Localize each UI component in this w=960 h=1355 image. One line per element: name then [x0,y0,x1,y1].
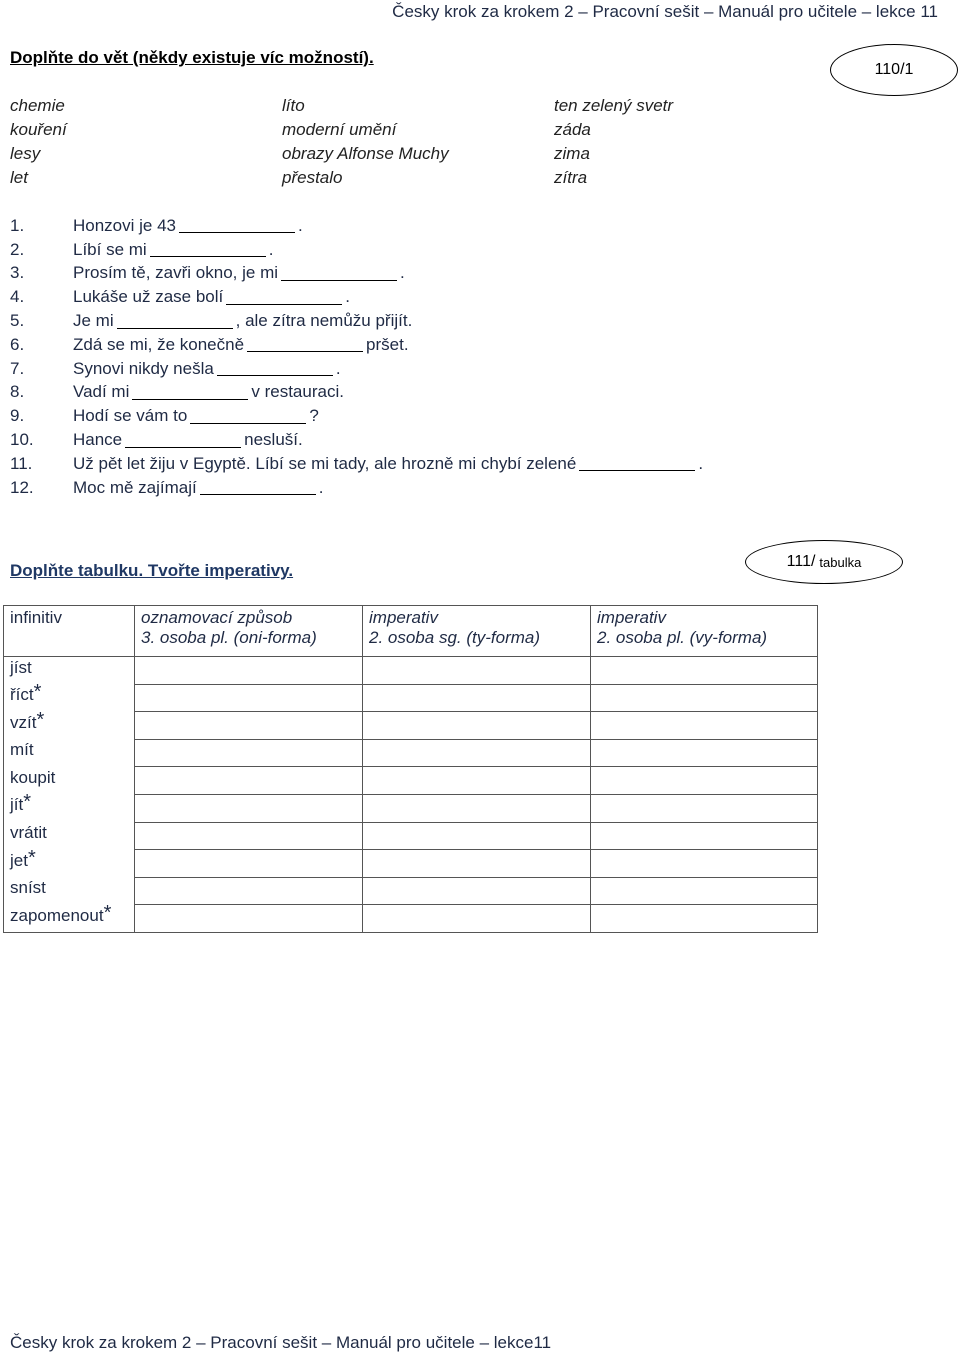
sentence-text-before: Synovi nikdy nešla [73,358,214,378]
sentence-text-after: . [345,287,350,307]
answer-blank[interactable] [179,218,295,233]
sentence-item [10,381,703,405]
sentence-text-after: pršet. [366,334,409,354]
answer-blank[interactable] [217,361,333,376]
answer-cell-imperative-sg[interactable] [363,712,591,740]
answer-cell-indicative[interactable] [135,712,363,740]
sentence-text-after: . [335,358,341,378]
sentence-text-after: nesluší. [244,430,303,450]
sentence-number: 1. [10,215,25,235]
answer-cell-indicative[interactable] [135,684,363,712]
infinitive-cell [4,901,135,933]
irregular-star: * [23,791,32,814]
infinitive-cell [4,846,135,878]
word-bank-item: přestalo [282,168,343,187]
infinitive-verb: jít [10,795,24,815]
sentence-text-after: , ale zítra nemůžu přijít. [235,311,413,331]
sentence-text-after: v restauraci. [251,382,344,402]
infinitive-verb: mít [10,740,34,760]
answer-cell-indicative[interactable] [135,850,363,878]
sentence-text-before: Líbí se mi [73,239,147,259]
column-header-label: oznamovací způsob [141,608,293,627]
exercise-2-title: Doplňte tabulku. Tvořte imperativy. [10,561,294,580]
answer-cell-indicative[interactable] [135,739,363,767]
sentence-item [10,262,703,286]
sentence-text-before: Zdá se mi, že konečně [73,334,245,354]
infinitive-cell [4,791,135,822]
column-header-label: imperativ [597,608,666,627]
sentence-text-before: Hance [73,430,123,450]
sentence-number: 3. [10,263,25,283]
answer-cell-imperative-sg[interactable] [363,905,591,933]
irregular-star: * [103,901,112,924]
answer-blank[interactable] [226,290,342,305]
sentence-number: 2. [10,239,25,259]
answer-blank[interactable] [200,480,316,495]
sentence-text-before: Honzovi je 43 [73,215,177,235]
infinitive-cell [4,767,135,795]
word-bank-item: moderní umění [282,120,397,139]
exercise-2-badge [745,540,903,584]
answer-cell-imperative-sg[interactable] [363,767,591,795]
word-bank-item: líto [282,96,305,115]
sentence-item [10,333,703,357]
answer-cell-imperative-sg[interactable] [363,794,591,822]
answer-cell-imperative-pl[interactable] [591,712,818,740]
answer-cell-imperative-pl[interactable] [591,822,818,850]
infinitive-verb: vrátit [10,823,47,843]
sentence-text-after: . [268,239,274,259]
table-row [4,794,818,822]
sentence-item [10,357,703,381]
word-bank-item: lesy [10,144,41,163]
sentence-text-after: ? [309,406,319,426]
sentence-number: 7. [10,358,25,378]
sentence-number: 9. [10,406,25,426]
answer-cell-imperative-sg[interactable] [363,822,591,850]
sentence-text-after: . [318,477,324,497]
word-bank-item: chemie [10,96,65,115]
sentence-text-after: . [698,453,704,473]
word-bank-item: ten zelený svetr [554,96,674,115]
table-row [4,850,818,878]
column-header-sublabel: 3. osoba pl. (oni-forma) [141,628,317,647]
infinitive-verb: koupit [10,767,56,787]
infinitive-verb: říct [10,685,34,705]
exercise-1-title: Doplňte do vět (někdy existuje víc možností). [10,48,374,67]
answer-cell-imperative-pl[interactable] [591,739,818,767]
answer-cell-imperative-sg[interactable] [363,739,591,767]
word-bank-item: kouření [10,120,67,139]
answer-cell-indicative[interactable] [135,905,363,933]
sentence-number: 5. [10,311,25,331]
infinitive-cell [4,877,135,905]
sentence-item [10,309,703,333]
sentence-text-before: Lukáše už zase bolí [73,287,224,307]
answer-cell-imperative-sg[interactable] [363,877,591,905]
column-header-indicative [135,606,363,657]
imperative-table [3,605,818,933]
column-header-imperative-pl [591,606,818,657]
table-row [4,822,818,850]
answer-cell-imperative-pl[interactable] [591,850,818,878]
answer-cell-indicative[interactable] [135,877,363,905]
exercise-2-badge-label: 111/ [786,553,816,570]
answer-blank[interactable] [117,314,233,329]
column-header-label: imperativ [369,608,438,627]
answer-cell-indicative[interactable] [135,794,363,822]
answer-cell-indicative[interactable] [135,767,363,795]
sentence-item [10,452,703,476]
sentence-item [10,214,703,238]
infinitive-verb: sníst [10,878,46,898]
answer-blank[interactable] [190,409,306,424]
answer-cell-imperative-pl[interactable] [591,905,818,933]
page-footer: Česky krok za krokem 2 – Pracovní sešit – Manuál pro učitele – lekce11 [10,1333,552,1352]
word-bank-item: zítra [554,168,588,187]
answer-cell-imperative-pl[interactable] [591,767,818,795]
sentence-number: 10. [10,430,34,450]
column-header-label: infinitiv [10,608,62,627]
word-bank [10,94,826,190]
answer-blank[interactable] [150,242,266,257]
infinitive-verb: jet [10,850,28,870]
page-header: Česky krok za krokem 2 – Pracovní sešit – Manuál pro učitele – lekce 11 [392,2,938,21]
table-row [4,877,818,905]
irregular-star: * [36,708,45,731]
infinitive-cell [4,681,135,712]
answer-cell-imperative-pl[interactable] [591,794,818,822]
sentence-text-before: Vadí mi [73,382,130,402]
infinitive-verb: vzít [10,712,37,732]
answer-cell-imperative-sg[interactable] [363,684,591,712]
answer-cell-imperative-pl[interactable] [591,877,818,905]
sentence-text-before: Moc mě zajímají [73,477,197,497]
table-row [4,657,818,685]
answer-cell-imperative-pl[interactable] [591,684,818,712]
table-row [4,905,818,933]
word-bank-row [10,142,826,166]
table-row [4,684,818,712]
word-bank-row [10,94,826,118]
sentence-list [10,214,703,500]
answer-cell-imperative-pl[interactable] [591,657,818,685]
infinitive-cell [4,822,135,850]
infinitive-cell [4,708,135,740]
answer-blank[interactable] [579,456,695,471]
sentence-item [10,238,703,262]
sentence-text-before: Už pět let žiju v Egyptě. Líbí se mi tady, ale hrozně mi chybí zelené [73,453,577,473]
sentence-number: 4. [10,287,25,307]
exercise-1-badge-label: 110/1 [874,61,914,78]
table-row [4,739,818,767]
word-bank-item: let [10,168,28,187]
answer-cell-imperative-sg[interactable] [363,657,591,685]
word-bank-item: záda [554,120,591,139]
word-bank-row [10,166,826,190]
sentence-text-before: Hodí se vám to [73,406,188,426]
answer-blank[interactable] [247,337,363,352]
column-header-sublabel: 2. osoba pl. (vy-forma) [597,628,768,647]
infinitive-verb: zapomenout [10,905,104,925]
infinitive-verb: jíst [10,658,32,677]
sentence-number: 11. [10,453,33,473]
table-header-row [4,606,818,657]
sentence-item [10,404,703,428]
sentence-number: 12. [10,477,34,497]
infinitive-cell [4,657,135,685]
table-row [4,712,818,740]
sentence-text-before: Prosím tě, zavři okno, je mi [73,263,279,283]
sentence-text-after: . [298,215,303,235]
sentence-number: 8. [10,382,25,402]
sentence-text-before: Je mi [73,311,114,331]
column-header-imperative-sg [363,606,591,657]
sentence-text-after: . [400,263,405,283]
exercise-2-badge-sub: tabulka [819,554,862,570]
column-header-infinitive [4,606,135,657]
answer-cell-imperative-sg[interactable] [363,850,591,878]
word-bank-item: zima [554,144,590,163]
answer-cell-indicative[interactable] [135,822,363,850]
word-bank-item: obrazy Alfonse Muchy [282,144,449,163]
table-row [4,767,818,795]
sentence-item [10,428,703,452]
column-header-sublabel: 2. osoba sg. (ty-forma) [369,628,541,647]
sentence-item [10,285,703,309]
irregular-star: * [27,846,36,869]
answer-cell-indicative[interactable] [135,657,363,685]
sentence-number: 6. [10,334,25,354]
answer-blank[interactable] [125,433,241,448]
exercise-1-badge [830,44,958,96]
answer-blank[interactable] [132,385,248,400]
sentence-item [10,476,703,500]
infinitive-cell [4,739,135,767]
word-bank-row [10,118,826,142]
irregular-star: * [33,681,42,704]
answer-blank[interactable] [281,266,397,281]
